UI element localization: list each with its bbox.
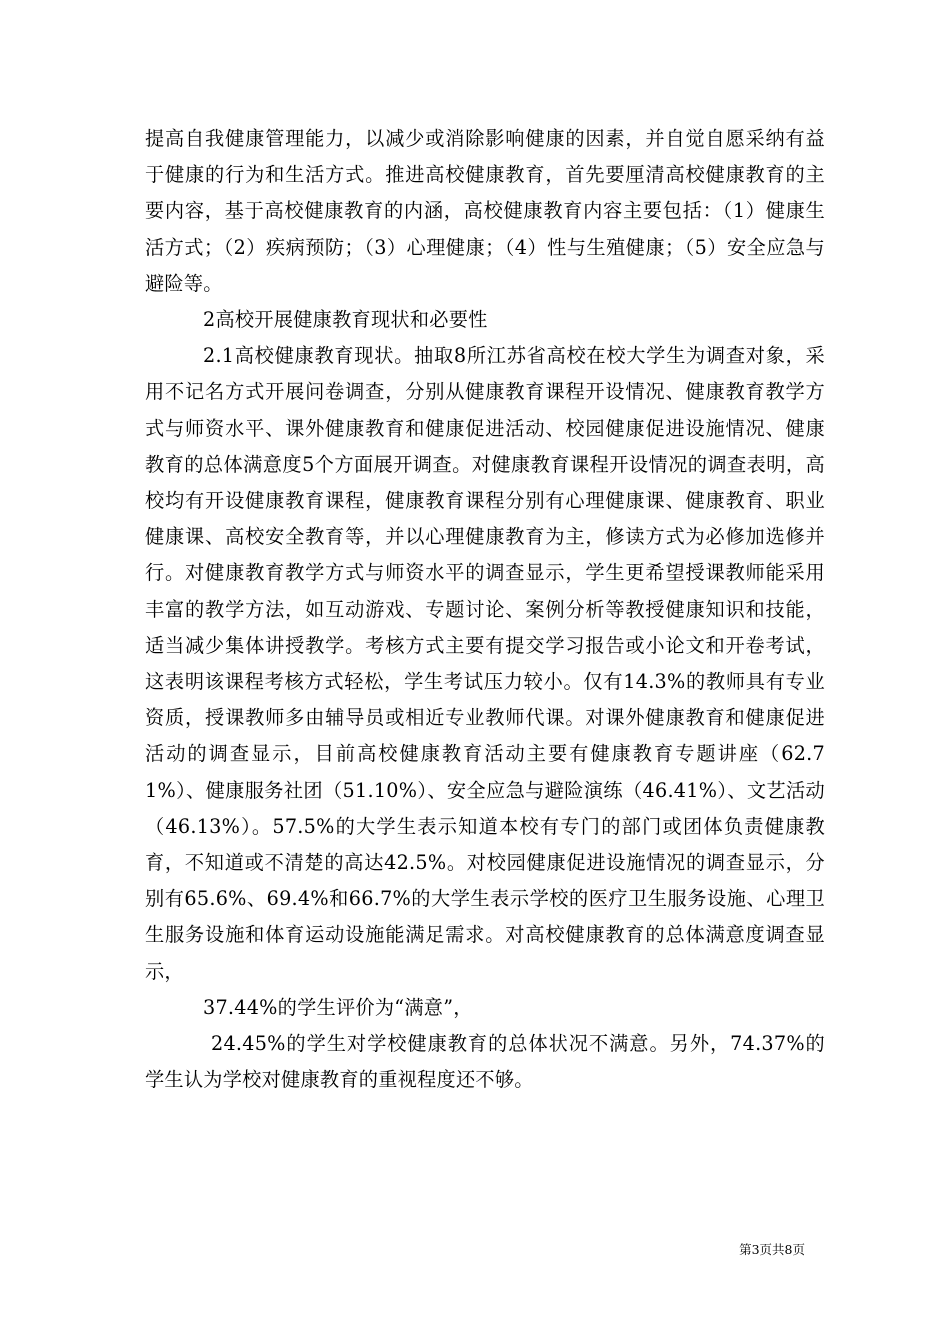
paragraph-satisfaction: 37.44%的学生评价为“满意”， bbox=[203, 995, 473, 1019]
page-number-footer: 第3页共8页 bbox=[739, 1242, 805, 1257]
paragraph-health-education-content: 提高自我健康管理能力，以减少或消除影响健康的因素，并自觉自愿采纳有益于健康的行为和生活方式。推进高校健康教育，首先要厘清高校健康教育的主要内容，基于高校健康教育的内涵，高校健康教育内容主要包括：（1）健康生活方式；（2）疾病预防；（3）心理健康；（4）性与生殖健康；（5）安全应急与避险等。 bbox=[145, 127, 825, 295]
document-body bbox=[145, 121, 825, 1098]
section-heading: 2高校开展健康教育现状和必要性 bbox=[203, 308, 488, 332]
paragraph-survey-status: 2.1高校健康教育现状。抽取8所江苏省高校在校大学生为调查对象，采用不记名方式开展问卷调查，分别从健康教育课程开设情况、健康教育教学方式与师资水平、课外健康教育和健康促进活动、校园健康促进设施情况、健康教育的总体满意度5个方面展开调查。对健康教育课程开设情况的调查表明，高校均有开设健康教育课程，健康教育课程分别有心理健康课、健康教育、职业健康课、高校安全教育等，并以心理健康教育为主，修读方式为必修加选修并行。对健康教育教学方式与师资水平的调查显示，学生更希望授课教师能采用丰富的教学方法，如互动游戏、专题讨论、案例分析等教授健康知识和技能，适当减少集体讲授教学。考核方式主要有提交学习报告或小论文和开卷考试，这表明该课程考核方式轻松，学生考试压力较小。仅有14.3%的教师具有专业资质，授课教师多由辅导员或相近专业教师代课。对课外健康教育和健康促进活动的调查显示，目前高校健康教育活动主要有健康教育专题讲座（62.71%）、健康服务社团（51.10%）、安全应急与避险演练（46.41%）、文艺活动（46.13%）。57.5%的大学生表示知道本校有专门的部门或团体负责健康教育，不知道或不清楚的高达42.5%。对校园健康促进设施情况的调查显示，分别有65.6%、69.4%和66.7%的大学生表示学校的医疗卫生服务设施、心理卫生服务设施和体育运动设施能满足需求。对高校健康教育的总体满意度调查显示， bbox=[145, 344, 825, 983]
paragraph-dissatisfaction: 24.45%的学生对学校健康教育的总体状况不满意。另外，74.37%的学生认为学校对健康教育的重视程度还不够。 bbox=[145, 1032, 825, 1092]
